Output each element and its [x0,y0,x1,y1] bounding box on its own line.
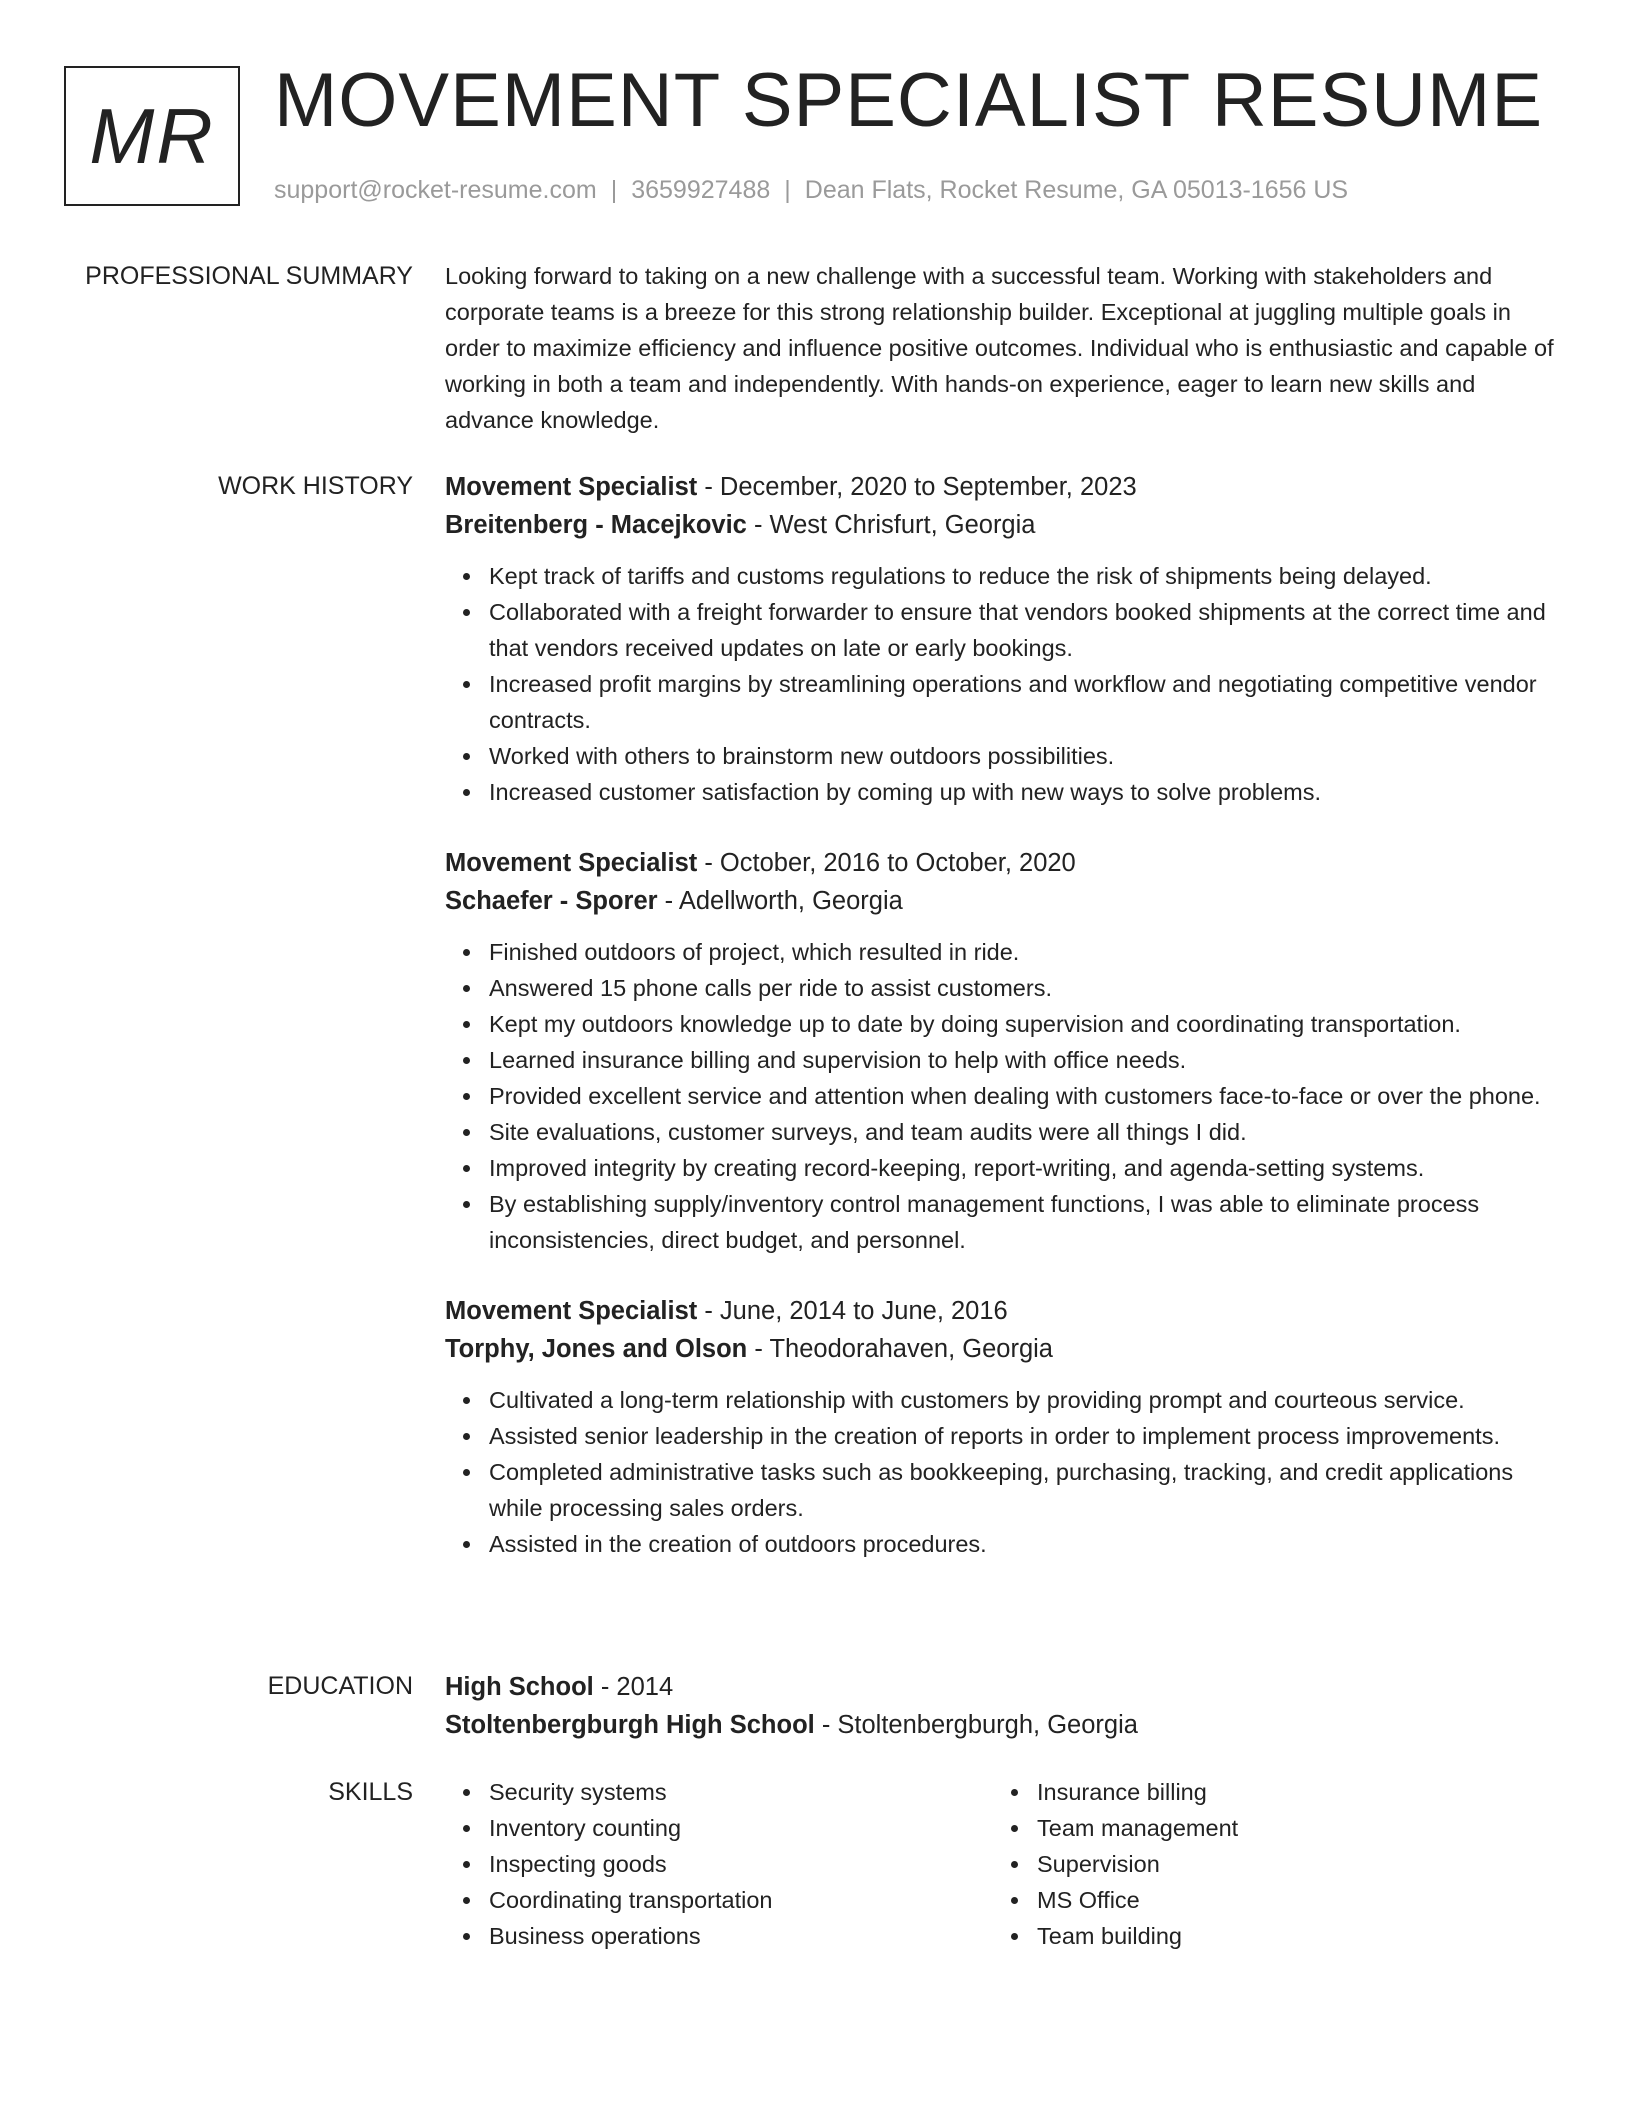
contact-phone[interactable]: 3659927488 [631,176,771,204]
list-item: Completed administrative tasks such as bookkeeping, purchasing, tracking, and credit applications while processing sales orders. [489,1454,1560,1526]
education-entry [445,1668,1560,1744]
education-degree: High School [445,1673,594,1701]
monogram-logo: MR [64,66,240,206]
list-item: Security systems [489,1774,993,1810]
list-item: Learned insurance billing and supervision to help with office needs. [489,1042,1560,1078]
job-title: Movement Specialist [445,473,698,501]
section-label-summary: PROFESSIONAL SUMMARY [85,262,413,290]
list-item: MS Office [1037,1882,1541,1918]
contact-line [274,172,1348,208]
job-company: Torphy, Jones and Olson [445,1335,748,1363]
list-item: Assisted in the creation of outdoors procedures. [489,1526,1560,1562]
list-item: Finished outdoors of project, which resulted in ride. [489,934,1560,970]
list-item: Increased profit margins by streamlining operations and workflow and negotiating competitive vendor contracts. [489,666,1560,738]
list-item: Increased customer satisfaction by coming up with new ways to solve problems. [489,774,1560,810]
job-location: - Adellworth, Georgia [657,887,903,915]
skills-bullets-left [445,1774,993,1954]
skills-bullets-right [993,1774,1541,1954]
job-entry [445,1292,1560,1562]
education-school: Stoltenbergburgh High School [445,1711,815,1739]
list-item: Kept my outdoors knowledge up to date by doing supervision and coordinating transportation. [489,1006,1560,1042]
list-item: Assisted senior leadership in the creation of reports in order to implement process improvements. [489,1418,1560,1454]
section-label-work-history: WORK HISTORY [218,472,413,500]
job-bullets [445,934,1560,1258]
job-company-line [445,506,1560,544]
job-location: - Theodorahaven, Georgia [747,1335,1053,1363]
job-title: Movement Specialist [445,849,698,877]
job-entry [445,844,1560,1258]
list-item: Team building [1037,1918,1541,1954]
contact-address: Dean Flats, Rocket Resume, GA 05013-1656 US [804,176,1349,204]
list-item: Worked with others to brainstorm new outdoors possibilities. [489,738,1560,774]
job-dates: - December, 2020 to September, 2023 [697,473,1137,501]
education-year: - 2014 [593,1673,674,1701]
job-title: Movement Specialist [445,1297,698,1325]
list-item: Improved integrity by creating record-keeping, report-writing, and agenda-setting systems. [489,1150,1560,1186]
page-title: MOVEMENT SPECIALIST RESUME [274,58,1544,143]
contact-separator: | [784,176,791,204]
section-label-education: EDUCATION [267,1672,413,1700]
job-title-line [445,844,1560,882]
contact-separator: | [610,176,618,204]
education-degree-line [445,1668,1560,1706]
contact-email[interactable]: support@rocket-resume.com [274,176,597,204]
job-location: - West Chrisfurt, Georgia [746,511,1036,539]
job-bullets [445,558,1560,810]
list-item: Cultivated a long-term relationship with customers by providing prompt and courteous service. [489,1382,1560,1418]
job-dates: - October, 2016 to October, 2020 [697,849,1076,877]
list-item: Collaborated with a freight forwarder to ensure that vendors booked shipments at the correct time and that vendors received updates on late or early bookings. [489,594,1560,666]
list-item: Insurance billing [1037,1774,1541,1810]
job-bullets [445,1382,1560,1562]
summary-text: Looking forward to taking on a new challenge with a successful team. Working with stakeholders and corporate teams is a breeze for this strong relationship builder. Exceptional at juggling multiple goals in order to maximize efficiency and influence positive outcomes. Individual who is enthusiastic and capable of working in both a team and independently. With hands-on experience, eager to learn new skills and advance knowledge. [445,263,1554,433]
skills-column-right [993,1774,1541,1954]
skills-columns [445,1774,1560,1954]
list-item: Team management [1037,1810,1541,1846]
list-item: Inventory counting [489,1810,993,1846]
job-title-line [445,1292,1560,1330]
list-item: Site evaluations, customer surveys, and team audits were all things I did. [489,1114,1560,1150]
job-title-line [445,468,1560,506]
list-item: By establishing supply/inventory control management functions, I was able to eliminate process inconsistencies, direct budget, and personnel. [489,1186,1560,1258]
education-location: - Stoltenbergburgh, Georgia [814,1711,1138,1739]
job-dates: - June, 2014 to June, 2016 [697,1297,1008,1325]
job-company-line [445,882,1560,920]
list-item: Inspecting goods [489,1846,993,1882]
section-label-skills: SKILLS [328,1778,413,1806]
list-item: Business operations [489,1918,993,1954]
education-school-line [445,1706,1560,1744]
list-item: Coordinating transportation [489,1882,993,1918]
job-company: Breitenberg - Macejkovic [445,511,747,539]
list-item: Answered 15 phone calls per ride to assist customers. [489,970,1560,1006]
skills-list [445,1774,1560,1954]
job-entry [445,468,1560,810]
job-company-line [445,1330,1560,1368]
list-item: Supervision [1037,1846,1541,1882]
job-company: Schaefer - Sporer [445,887,658,915]
list-item: Provided excellent service and attention when dealing with customers face-to-face or over the phone. [489,1078,1560,1114]
list-item: Kept track of tariffs and customs regulations to reduce the risk of shipments being delayed. [489,558,1560,594]
work-history-list [445,468,1560,1596]
skills-column-left [445,1774,993,1954]
